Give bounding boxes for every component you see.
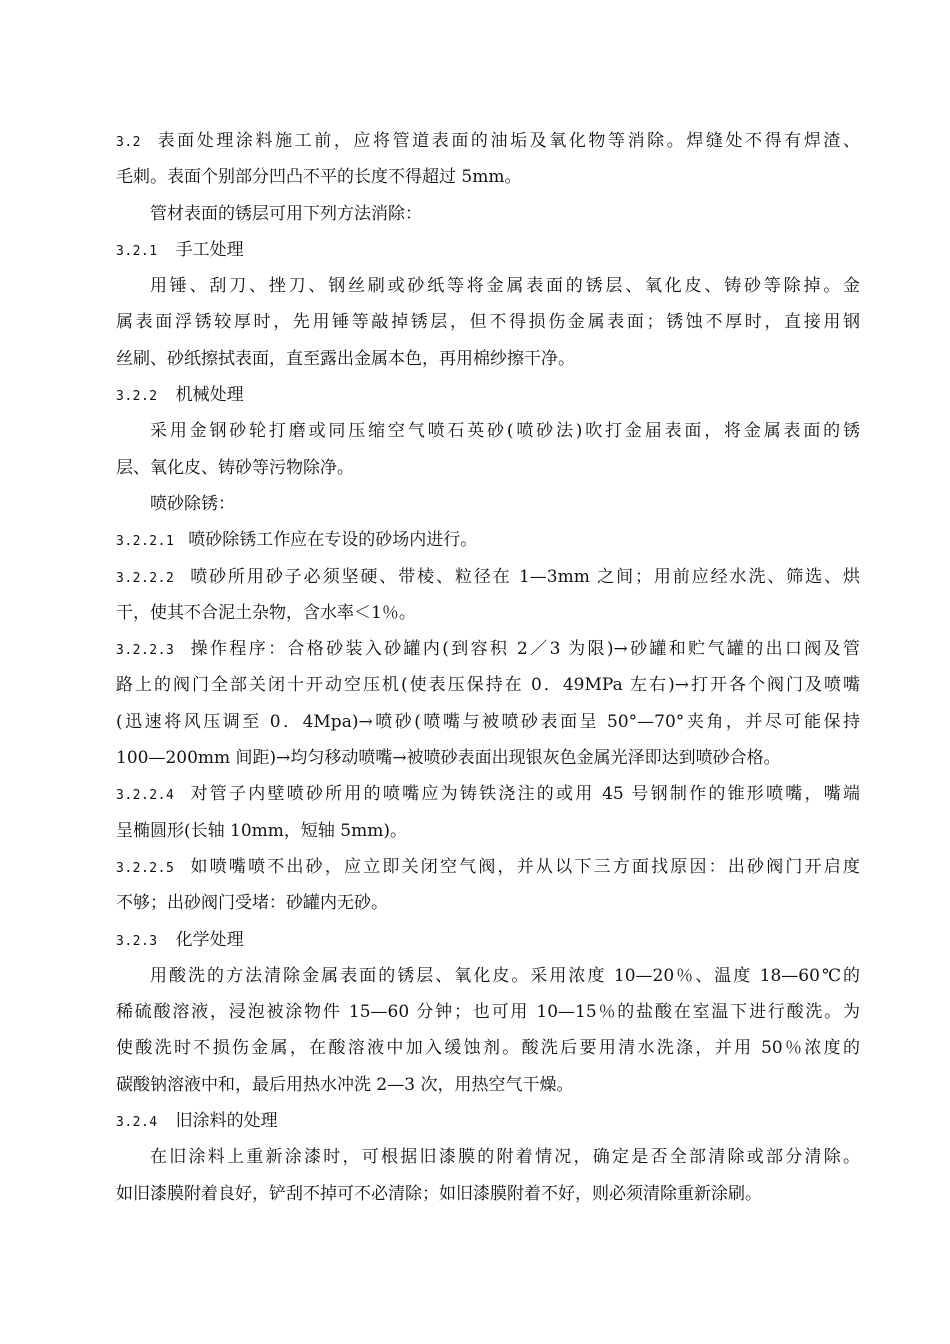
clause-3-2-2-5 <box>116 849 860 885</box>
section-number: 3.2.2.2 <box>116 570 175 586</box>
section-number: 3.2.2.4 <box>116 788 175 804</box>
section-number: 3.2 <box>116 135 141 150</box>
clause-3-2-2-1 <box>116 522 860 558</box>
paragraph-line-30 <box>116 1176 860 1212</box>
paragraph-line-11 <box>116 486 860 522</box>
line-text: 毛刺。表面个别部分凹凸不平的长度不得超过 5mm。 <box>116 167 522 188</box>
clause-3-2-2-3 <box>116 631 860 667</box>
paragraph-line-25 <box>116 994 860 1030</box>
paragraph-line-6 <box>116 304 860 340</box>
paragraph-line-7 <box>116 341 860 377</box>
line-text: 碳酸钠溶液中和，最后用热水冲洗 2—3 次，用热空气干燥。 <box>116 1074 574 1095</box>
heading-text: 手工处理 <box>175 239 244 260</box>
paragraph-line-1 <box>116 123 860 159</box>
line-text: 管材表面的锈层可用下列方法消除： <box>150 203 422 224</box>
line-text: (迅速将风压调至 0．4Mpa)→喷砂(喷嘴与被喷砂表面呈 50°—70°夹角，并尽可能保持 <box>116 711 860 732</box>
section-heading-3-2-1 <box>116 232 860 268</box>
paragraph-line-26 <box>116 1030 860 1066</box>
heading-text: 旧涂料的处理 <box>175 1111 278 1132</box>
paragraph-line-16 <box>116 667 860 703</box>
section-heading-3-2-3 <box>116 922 860 958</box>
paragraph-line-20 <box>116 813 860 849</box>
section-number: 3.2.2.3 <box>116 643 175 659</box>
section-number: 3.2.4 <box>116 1115 158 1131</box>
line-text: 如喷嘴喷不出砂，应立即关闭空气阀，并从以下三方面找原因：出砂阀门开启度 <box>188 856 860 877</box>
line-text: 采用金钢砂轮打磨或同压缩空气喷石英砂(喷砂法)吹打金届表面，将金属表面的锈 <box>150 421 860 442</box>
line-text: 喷砂所用砂子必须坚硬、带棱、粒径在 1—3mm 之间；用前应经水洗、筛选、烘 <box>188 566 860 587</box>
line-text: 喷砂除锈： <box>150 493 235 514</box>
paragraph-line-24 <box>116 958 860 994</box>
line-text: 表面处理涂料施工前，应将管道表面的油垢及氧化物等消除。焊缝处不得有焊渣、 <box>154 131 860 151</box>
heading-text: 化学处理 <box>175 929 244 950</box>
line-text: 不够；出砂阀门受堵：砂罐内无砂。 <box>116 893 388 914</box>
document-body <box>116 123 860 1212</box>
clause-3-2-2-2 <box>116 559 860 595</box>
line-text: 用酸洗的方法清除金属表面的锈层、氧化皮。采用浓度 10—20％、温度 18—60℃的 <box>150 965 860 986</box>
paragraph-line-2 <box>116 159 860 195</box>
paragraph-line-14 <box>116 595 860 631</box>
section-number: 3.2.2.5 <box>116 860 175 876</box>
clause-3-2-2-4 <box>116 776 860 812</box>
line-text: 使酸洗时不损伤金属，在酸溶液中加入缓蚀剂。酸洗后要用清水洗涤，并用 50％浓度的 <box>116 1038 860 1059</box>
line-text: 在旧涂料上重新涂漆时，可根据旧漆膜的附着情况，确定是否全部清除或部分清除。 <box>150 1147 860 1168</box>
section-number: 3.2.3 <box>116 933 158 949</box>
paragraph-line-17 <box>116 704 860 740</box>
line-text: 喷砂除锈工作应在专设的砂场内进行。 <box>188 530 478 551</box>
paragraph-line-29 <box>116 1139 860 1175</box>
paragraph-line-27 <box>116 1067 860 1103</box>
paragraph-line-10 <box>116 450 860 486</box>
section-number: 3.2.2 <box>116 389 158 405</box>
section-heading-3-2-4 <box>116 1103 860 1139</box>
line-text: 层、氧化皮、铸砂等污物除净。 <box>116 457 354 478</box>
heading-text: 机械处理 <box>175 385 244 406</box>
line-text: 对管子内壁喷砂所用的喷嘴应为铸铁浇注的或用 45 号钢制作的锥形喷嘴，嘴端 <box>188 784 860 805</box>
line-text: 用锤、刮刀、挫刀、钢丝刷或砂纸等将金属表面的锈层、氧化皮、铸砂等除掉。金 <box>150 276 860 297</box>
paragraph-line-18 <box>116 740 860 776</box>
section-heading-3-2-2 <box>116 377 860 413</box>
paragraph-line-5 <box>116 268 860 304</box>
line-text: 丝刷、砂纸擦拭表面，直至露出金属本色，再用棉纱擦干净。 <box>116 348 575 369</box>
section-number: 3.2.2.1 <box>116 534 175 550</box>
line-text: 路上的阀门全部关闭十开动空压机(使表压保持在 0．49MPa 左右)→打开各个阀门及喷嘴 <box>116 675 860 696</box>
line-text: 呈椭圆形(长轴 10mm，短轴 5mm)。 <box>116 820 407 841</box>
line-text: 干，使其不合泥土杂物，含水率＜1％。 <box>116 602 416 623</box>
paragraph-line-22 <box>116 885 860 921</box>
line-text: 操作程序：合格砂装入砂罐内(到容积 2／3 为限)→砂罐和贮气罐的出口阀及管 <box>188 639 860 660</box>
paragraph-line-9 <box>116 413 860 449</box>
paragraph-line-3 <box>116 196 860 232</box>
section-number: 3.2.1 <box>116 243 158 259</box>
line-text: 属表面浮锈较厚时，先用锤等敲掉锈层，但不得损伤金属表面；锈蚀不厚时，直接用钢 <box>116 312 860 333</box>
line-text: 稀硫酸溶液，浸泡被涂物件 15—60 分钟；也可用 10—15％的盐酸在室温下进行酸洗。为 <box>116 1002 860 1023</box>
line-text: 100—200mm 间距)→均匀移动喷嘴→被喷砂表面出现银灰色金属光泽即达到喷砂合格。 <box>116 748 781 769</box>
line-text: 如旧漆膜附着良好，铲刮不掉可不必清除；如旧漆膜附着不好，则必须清除重新涂刷。 <box>116 1183 762 1204</box>
